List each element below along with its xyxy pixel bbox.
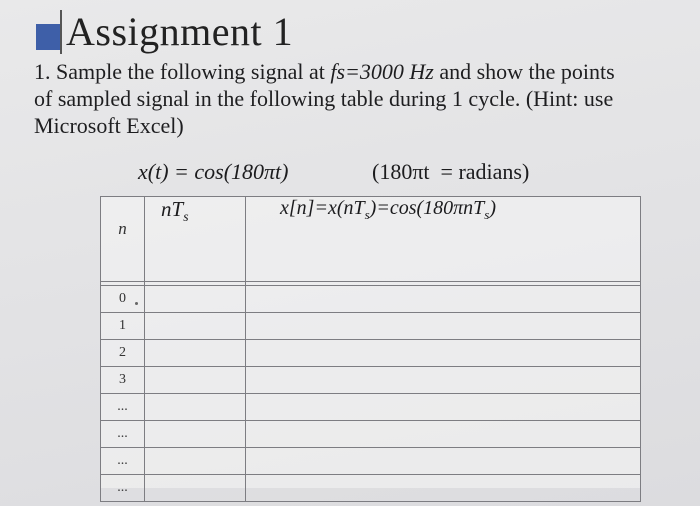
header-nts-sub: s <box>183 209 189 225</box>
table-row <box>101 313 641 340</box>
table-row <box>101 367 641 394</box>
cell-xn[interactable] <box>246 367 641 394</box>
table-header-row <box>101 197 641 282</box>
signal-formula: x(t) = cos(180πt) <box>138 159 289 184</box>
cell-xn[interactable] <box>246 340 641 367</box>
question-text <box>34 58 664 139</box>
samples-table <box>100 196 641 502</box>
header-n: n <box>101 197 145 282</box>
question-line-2: of sampled signal in the following table during 1 cycle. (Hint: use <box>34 86 614 111</box>
table-row <box>101 421 641 448</box>
cell-nts[interactable] <box>145 421 246 448</box>
question-number: 1. <box>34 59 51 84</box>
cell-n: 2 <box>101 340 145 367</box>
title-accent-square <box>36 24 62 50</box>
cell-n: 3 <box>101 367 145 394</box>
cell-n: ... <box>101 448 145 475</box>
header-xn-part3: ) <box>489 197 497 219</box>
cell-n: ... <box>101 475 145 502</box>
question-line-1-end: and show the points <box>433 59 615 84</box>
question-line-3: Microsoft Excel) <box>34 113 184 138</box>
cell-n: ... <box>101 394 145 421</box>
cell-xn[interactable] <box>246 421 641 448</box>
table-row <box>101 286 641 313</box>
radians-note-expr: (180πt <box>372 159 430 184</box>
table-row <box>101 475 641 502</box>
cell-nts[interactable] <box>145 367 246 394</box>
table-row <box>101 340 641 367</box>
header-nts-main: nT <box>161 197 184 221</box>
header-nts <box>145 197 246 282</box>
cell-nts[interactable] <box>145 286 246 313</box>
cell-n: ... <box>101 421 145 448</box>
cell-n: 1 <box>101 313 145 340</box>
sampling-frequency: fs=3000 Hz <box>330 59 434 84</box>
table-row <box>101 448 641 475</box>
cell-nts[interactable] <box>145 340 246 367</box>
cell-xn[interactable] <box>246 313 641 340</box>
page-title: Assignment 1 <box>66 9 294 54</box>
table-row <box>101 394 641 421</box>
cell-xn[interactable] <box>246 394 641 421</box>
samples-table-frame <box>100 196 640 495</box>
question-line-1-start: Sample the following signal at <box>56 59 331 84</box>
header-xn-part1: x[n]=x(nT <box>280 197 365 219</box>
header-xn <box>246 197 641 282</box>
header-xn-part2: )=cos(180πnT <box>369 197 485 219</box>
question-line-1 <box>34 58 664 85</box>
cell-xn[interactable] <box>246 286 641 313</box>
radians-note-text: = radians) <box>440 159 530 184</box>
cell-nts[interactable] <box>145 475 246 502</box>
cell-nts[interactable] <box>145 394 246 421</box>
header-xn-sub2: s <box>484 207 490 222</box>
cell-nts[interactable] <box>145 313 246 340</box>
cell-nts[interactable] <box>145 448 246 475</box>
header-xn-sub1: s <box>364 207 370 222</box>
radians-note <box>372 156 529 188</box>
cell-n: 0 <box>101 286 145 313</box>
pen-mark <box>135 302 138 305</box>
formula-row <box>0 156 700 188</box>
title-accent-line <box>60 10 62 54</box>
cell-xn[interactable] <box>246 475 641 502</box>
cell-xn[interactable] <box>246 448 641 475</box>
